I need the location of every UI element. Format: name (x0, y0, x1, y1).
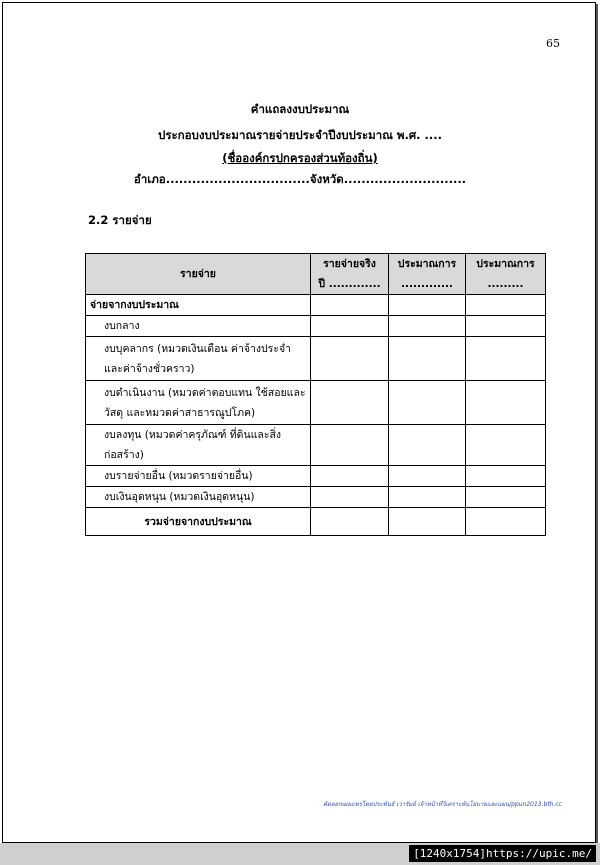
table-cell[interactable] (311, 508, 389, 536)
table-row (86, 381, 546, 425)
row-label: งบบุคลากร (หมวดเงินเดือน ค่าจ้างประจำ และค่าจ้างชั่วคราว) (86, 337, 311, 381)
document-title: คำแถลงงบประมาณ (250, 102, 350, 116)
district-province-line: อำเภอ.................................จังหวัด............................ (133, 172, 467, 186)
table-cell[interactable] (389, 487, 466, 508)
table-cell[interactable] (311, 425, 389, 466)
table-cell[interactable] (466, 508, 546, 536)
table-cell[interactable] (389, 425, 466, 466)
table-cell[interactable] (389, 316, 466, 337)
table-row (86, 425, 546, 466)
table-row (86, 337, 546, 381)
row-label: งบกลาง (86, 316, 311, 337)
row-label: งบเงินอุดหนุน (หมวดเงินอุดหนุน) (86, 487, 311, 508)
row-label: งบดำเนินงาน (หมวดค่าตอบแทน ใช้สอยและวัสดุ และหมวดค่าสาธารณูปโภค) (86, 381, 311, 425)
table-cell[interactable] (466, 316, 546, 337)
header-estimate-1: ประมาณการ ............. (389, 254, 466, 295)
table-cell[interactable] (389, 337, 466, 381)
header-estimate-2: ประมาณการ ......... (466, 254, 546, 295)
header-item: รายจ่าย (86, 254, 311, 295)
header-actual: รายจ่ายจริง ปี ............. (311, 254, 389, 295)
table-cell[interactable] (466, 487, 546, 508)
table-row-group (86, 295, 546, 316)
table-cell[interactable] (311, 466, 389, 487)
table-row-total (86, 508, 546, 536)
table-cell[interactable] (466, 425, 546, 466)
table-cell[interactable] (466, 466, 546, 487)
table-cell[interactable] (311, 487, 389, 508)
table-cell[interactable] (311, 295, 389, 316)
table-cell[interactable] (466, 295, 546, 316)
table-cell[interactable] (389, 508, 466, 536)
table-cell[interactable] (311, 337, 389, 381)
table-cell[interactable] (466, 381, 546, 425)
table-cell[interactable] (466, 337, 546, 381)
table-cell[interactable] (389, 466, 466, 487)
section-title: 2.2 รายจ่าย (88, 213, 152, 227)
document-subtitle: ประกอบงบประมาณรายจ่ายประจำปีงบประมาณ พ.ศ. .... (158, 128, 442, 142)
table-row (86, 487, 546, 508)
table-cell[interactable] (389, 295, 466, 316)
group-label: จ่ายจากงบประมาณ (86, 295, 311, 316)
table-cell[interactable] (311, 381, 389, 425)
table-row (86, 316, 546, 337)
footer-credit: คัดลอกเผยแพร่โดยประพันธ์ เวารัมย์ เจ้าหน้าที่วิเคราะห์นโยบายและแผน/ppun2013.bth.cc (322, 801, 562, 808)
organization-name: (ชื่อองค์กรปกครองส่วนท้องถิ่น) (222, 151, 378, 165)
table-row (86, 466, 546, 487)
row-label: งบลงทุน (หมวดค่าครุภัณฑ์ ที่ดินและสิ่งก่อสร้าง) (86, 425, 311, 466)
page-number: 65 (546, 37, 560, 50)
total-label: รวมจ่ายจากงบประมาณ (86, 508, 311, 536)
table-header-row (86, 254, 546, 295)
table-cell[interactable] (389, 381, 466, 425)
image-watermark: [1240x1754]https://upic.me/ (409, 845, 596, 862)
expenditure-table (85, 253, 546, 536)
row-label: งบรายจ่ายอื่น (หมวดรายจ่ายอื่น) (86, 466, 311, 487)
table-cell[interactable] (311, 316, 389, 337)
